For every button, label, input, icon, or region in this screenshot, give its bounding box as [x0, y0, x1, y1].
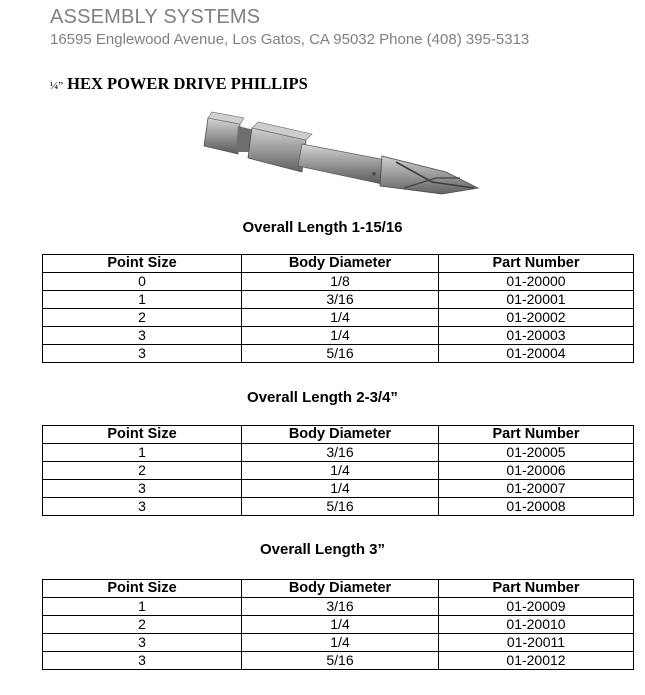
table-header-row	[43, 255, 634, 273]
column-header-point-size: Point Size	[43, 426, 242, 444]
product-size-fraction: ¼”	[50, 80, 64, 92]
cell-part-number: 01-20002	[439, 309, 634, 327]
cell-point-size: 3	[43, 652, 242, 670]
cell-body-diameter: 1/4	[242, 327, 439, 345]
cell-point-size: 3	[43, 480, 242, 498]
cell-body-diameter: 1/4	[242, 309, 439, 327]
product-title	[50, 74, 308, 94]
table-row	[43, 598, 634, 616]
cell-body-diameter: 3/16	[242, 291, 439, 309]
phillips-bit-image	[196, 106, 482, 200]
cell-point-size: 2	[43, 462, 242, 480]
cell-part-number: 01-20005	[439, 444, 634, 462]
cell-point-size: 1	[43, 598, 242, 616]
section-title: Overall Length 3”	[259, 541, 386, 558]
cell-body-diameter: 1/8	[242, 273, 439, 291]
section-title: Overall Length 2-3/4”	[247, 389, 398, 406]
table-row	[43, 291, 634, 309]
table-row	[43, 462, 634, 480]
cell-body-diameter: 3/16	[242, 598, 439, 616]
cell-body-diameter: 1/4	[242, 634, 439, 652]
column-header-part-number: Part Number	[439, 580, 634, 598]
cell-body-diameter: 1/4	[242, 480, 439, 498]
cell-point-size: 1	[43, 444, 242, 462]
column-header-body-diameter: Body Diameter	[242, 580, 439, 598]
company-name: ASSEMBLY SYSTEMS	[50, 6, 261, 28]
parts-table	[42, 579, 634, 670]
cell-part-number: 01-20008	[439, 498, 634, 516]
table-row	[43, 498, 634, 516]
cell-point-size: 3	[43, 634, 242, 652]
section-title: Overall Length 1-15/16	[242, 219, 403, 236]
cell-point-size: 0	[43, 273, 242, 291]
cell-part-number: 01-20000	[439, 273, 634, 291]
table-row	[43, 634, 634, 652]
cell-body-diameter: 5/16	[242, 345, 439, 363]
cell-part-number: 01-20006	[439, 462, 634, 480]
table-row	[43, 273, 634, 291]
cell-body-diameter: 5/16	[242, 652, 439, 670]
table-header-row	[43, 426, 634, 444]
cell-body-diameter: 5/16	[242, 498, 439, 516]
column-header-point-size: Point Size	[43, 580, 242, 598]
column-header-body-diameter: Body Diameter	[242, 426, 439, 444]
table-row	[43, 652, 634, 670]
cell-part-number: 01-20004	[439, 345, 634, 363]
column-header-body-diameter: Body Diameter	[242, 255, 439, 273]
cell-point-size: 1	[43, 291, 242, 309]
cell-body-diameter: 1/4	[242, 462, 439, 480]
table-row	[43, 345, 634, 363]
cell-point-size: 3	[43, 498, 242, 516]
cell-part-number: 01-20012	[439, 652, 634, 670]
column-header-point-size: Point Size	[43, 255, 242, 273]
table-header-row	[43, 580, 634, 598]
cell-part-number: 01-20003	[439, 327, 634, 345]
cell-body-diameter: 1/4	[242, 616, 439, 634]
cell-part-number: 01-20007	[439, 480, 634, 498]
cell-point-size: 2	[43, 309, 242, 327]
cell-part-number: 01-20011	[439, 634, 634, 652]
column-header-part-number: Part Number	[439, 255, 634, 273]
table-row	[43, 444, 634, 462]
column-header-part-number: Part Number	[439, 426, 634, 444]
table-row	[43, 327, 634, 345]
cell-part-number: 01-20009	[439, 598, 634, 616]
cell-point-size: 3	[43, 327, 242, 345]
table-row	[43, 309, 634, 327]
cell-body-diameter: 3/16	[242, 444, 439, 462]
table-row	[43, 616, 634, 634]
parts-table	[42, 425, 634, 516]
cell-point-size: 3	[43, 345, 242, 363]
cell-part-number: 01-20010	[439, 616, 634, 634]
parts-table	[42, 254, 634, 363]
cell-point-size: 2	[43, 616, 242, 634]
cell-part-number: 01-20001	[439, 291, 634, 309]
company-address: 16595 Englewood Avenue, Los Gatos, CA 95032 Phone (408) 395-5313	[50, 31, 530, 48]
table-row	[43, 480, 634, 498]
product-title-text: HEX POWER DRIVE PHILLIPS	[67, 74, 308, 93]
